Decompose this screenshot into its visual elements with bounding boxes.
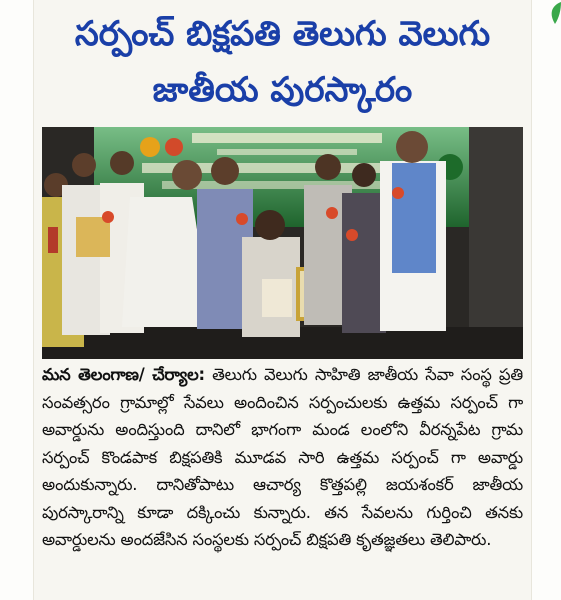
headline-line-2: జాతీయ పురస్కారం — [152, 70, 413, 110]
article-body — [42, 361, 523, 554]
award-ceremony-photo — [42, 127, 523, 359]
green-leaf-icon — [549, 2, 561, 24]
article-byline: మన తెలంగాణ/ చేర్యాల: — [42, 365, 205, 384]
award-ceremony-illustration — [42, 127, 523, 359]
headline-line-1: సర్పంచ్ బిక్షపతి తెలుగు వెలుగు — [74, 14, 491, 54]
article-body-text: తెలుగు వెలుగు సాహితి జాతీయ సేవా సంస్థ ప్రతి సంవత్సరం గ్రామాల్లో సేవలు అందించిన సర్పంచులకు ఉత్తమ సర్పంచ్ గా అవార్డును అందిస్తుంది దానిలో భాగంగా మండ లంలోని వీరన్నపేట గ్రామ సర్పంచ్ కొండపాక బిక్షపతికి మూడవ సారి ఉత్తమ సర్పంచ్ గా అవార్డు అందుకున్నారు. దానితోపాటు ఆచార్య కొత్తపల్లి జయశంకర్ జాతీయ పురస్కారాన్ని కూడా దక్కించు కున్నారు. తన సేవలను గుర్తించి తనకు అవార్డులను అందజేసిన సంస్థలకు సర్పంచ్ బిక్షపతి కృతజ్ఞతలు తెలిపారు. — [42, 365, 523, 549]
article-clipping — [33, 0, 532, 600]
article-headline — [34, 6, 531, 118]
